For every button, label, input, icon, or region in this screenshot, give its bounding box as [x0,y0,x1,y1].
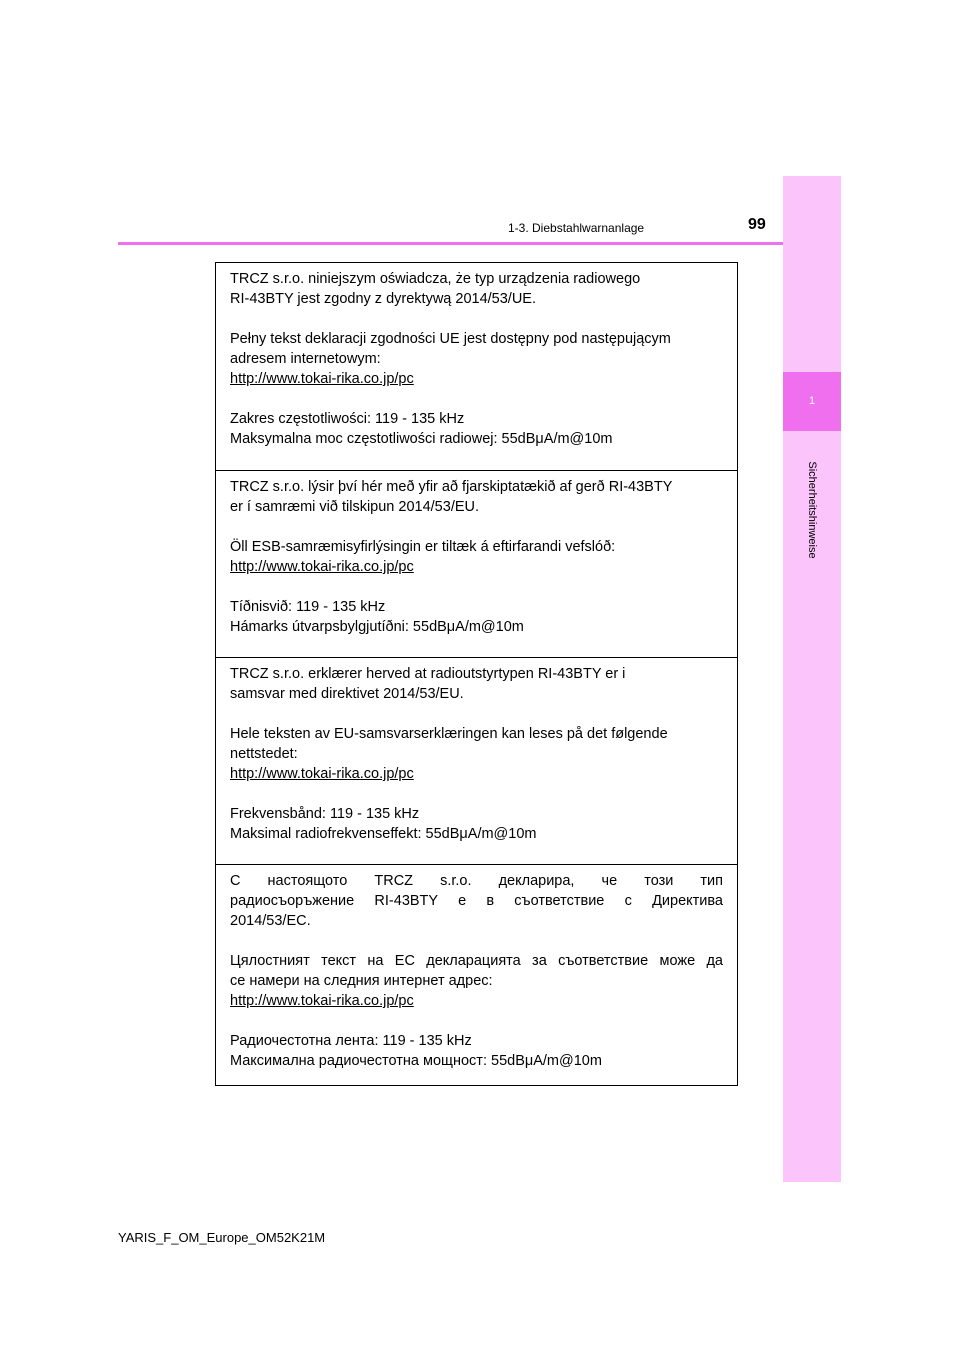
chapter-number-box: 1 [783,372,841,431]
section-title: 1-3. Diebstahlwarnanlage [508,221,645,235]
declaration-availability: Öll ESB-samræmisyfirlýsingin er tiltæk á eftirfarandi vefslóð: http://www.tokai-rika.co.jp/pc [230,537,723,577]
declaration-statement: TRCZ s.r.o. niniejszym oświadcza, że typ urządzenia radiowego RI-43BTY jest zgodny z dyrektywą 2014/53/UE. [230,271,641,307]
declaration-link[interactable]: http://www.tokai-rika.co.jp/pc [230,993,414,1009]
header-rule [118,242,783,245]
declaration-statement: TRCZ s.r.o. lýsir því hér með yfir að fjarskiptatækið af gerð RI-43BTY er í samræmi við tilskipun 2014/53/EU. [230,479,673,515]
chapter-side-label: Sicherheitshinweise [806,461,818,559]
declaration-block-bulgarian [216,865,737,1085]
declaration-link[interactable]: http://www.tokai-rika.co.jp/pc [230,766,414,782]
declaration-table [215,262,738,1086]
frequency-info: Tíðnisvið: 119 - 135 kHz Hámarks útvarpsbylgjutíðni: 55dBμA/m@10m [230,599,524,635]
declaration-statement: С настоящото TRCZ s.r.o. декларира, че този тип радиосъоръжение RI-43BTY е в съответствие с Директива 2014/53/ЕС. [230,873,723,929]
declaration-link[interactable]: http://www.tokai-rika.co.jp/pc [230,371,414,387]
page-number: 99 [748,216,766,233]
frequency-info: Радиочестотна лента: 119 - 135 kHz Максимална радиочестотна мощност: 55dBμA/m@10m [230,1033,602,1069]
chapter-side-tab [783,176,841,1182]
footer-document-code: YARIS_F_OM_Europe_OM52K21M [118,1230,326,1245]
declaration-statement: TRCZ s.r.o. erklærer herved at radioutstyrtypen RI-43BTY er i samsvar med direktivet 2014/53/EU. [230,666,626,702]
declaration-block-icelandic [216,471,737,658]
declaration-availability: Цялостният текст на ЕС декларацията за съответствие може да се намери на следния интернет адрес: http://www.tokai-rika.co.jp/pc [230,953,723,1009]
declaration-link[interactable]: http://www.tokai-rika.co.jp/pc [230,559,414,575]
frequency-info: Zakres częstotliwości: 119 - 135 kHz Maksymalna moc częstotliwości radiowej: 55dBμA/m@10m [230,411,613,447]
declaration-block-polish [216,263,737,471]
declaration-availability: Pełny tekst deklaracji zgodności UE jest dostępny pod następującym adresem internetowym: http://www.tokai-rika.co.jp/pc [230,329,723,389]
declaration-block-norwegian [216,658,737,865]
frequency-info: Frekvensbånd: 119 - 135 kHz Maksimal radiofrekvenseffekt: 55dBμA/m@10m [230,806,537,842]
declaration-availability: Hele teksten av EU-samsvarserklæringen kan leses på det følgende nettstedet: http://www.tokai-rika.co.jp/pc [230,724,723,784]
